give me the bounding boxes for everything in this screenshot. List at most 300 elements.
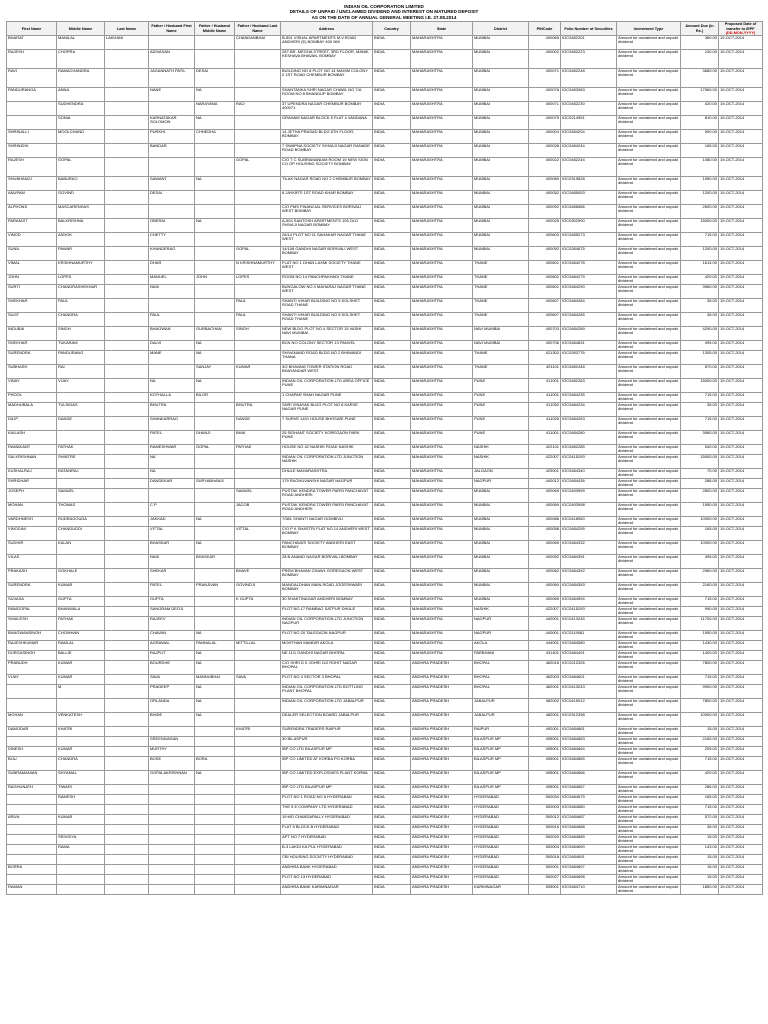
district-cell: MUMBAI — [473, 130, 529, 144]
last-name-cell — [105, 417, 149, 431]
folio-number-cell: IOC0214951 — [561, 116, 617, 130]
district-cell: NAGPUR — [473, 617, 529, 631]
father-first-name-cell — [149, 795, 195, 805]
father-middle-name-cell — [195, 261, 235, 275]
first-name-cell: VIMAL — [7, 261, 57, 275]
district-cell: BILASPUR MP — [473, 757, 529, 771]
table-row — [7, 747, 763, 757]
country-cell: INDIA — [373, 299, 411, 313]
middle-name-cell — [57, 855, 105, 865]
father-middle-name-cell: NA — [195, 771, 235, 785]
amount-due-cell: 2160.00 — [681, 583, 719, 597]
father-last-name-cell: N KRISHNAMURTHY — [235, 261, 281, 275]
father-middle-name-cell: DHANJI — [195, 431, 235, 445]
pincode-cell: 500004 — [529, 845, 561, 855]
folio-number-cell: IOC0482230 — [561, 102, 617, 116]
pincode-cell: 500012 — [529, 815, 561, 825]
father-middle-name-cell — [195, 825, 235, 835]
father-first-name-cell: BOSE — [149, 757, 195, 771]
address-cell: A-504 SANTOSH APARTMENTS 105 OLD SHIVAJI NAGAR BOMBAY — [281, 219, 373, 233]
state-cell: MAHARASHTRA — [411, 341, 473, 351]
district-cell: BILASPUR MP — [473, 737, 529, 747]
country-cell: INDIA — [373, 69, 411, 88]
address-cell: SHANTANKA SHRI NAGAR CHAWL NO 7/A ROOM NO 8 BHANDUP BOMBAY — [281, 88, 373, 102]
father-first-name-cell: AGRAWAL — [149, 641, 195, 651]
folio-number-cell: IOC0482448 — [561, 365, 617, 379]
amount-due-cell: 420.00 — [681, 275, 719, 285]
father-last-name-cell: KHATRI — [235, 727, 281, 737]
middle-name-cell — [57, 555, 105, 569]
last-name-cell — [105, 727, 149, 737]
last-name-cell — [105, 569, 149, 583]
father-last-name-cell — [235, 233, 281, 247]
father-middle-name-cell — [195, 885, 235, 895]
state-cell: ANDHRA PRADESH — [411, 699, 473, 713]
folio-number-cell: IOC0212326 — [561, 661, 617, 675]
district-cell: MUMBAI — [473, 489, 529, 503]
father-middle-name-cell: NA — [195, 631, 235, 641]
father-first-name-cell: DHAR — [149, 261, 195, 275]
investment-type-cell: Amount for unclaimed and unpaid dividend — [617, 69, 681, 88]
folio-number-cell: IOC0484831 — [561, 341, 617, 351]
middle-name-cell: RATANRAJ — [57, 469, 105, 479]
table-row — [7, 130, 763, 144]
transfer-date-cell: 19-OCT-2014 — [719, 341, 763, 351]
table-row — [7, 805, 763, 815]
middle-name-cell — [57, 144, 105, 158]
middle-name-cell: BALKRISHNA — [57, 219, 105, 233]
investment-type-cell: Amount for unclaimed and unpaid dividend — [617, 299, 681, 313]
investment-type-cell: Amount for unclaimed and unpaid dividend — [617, 805, 681, 815]
pincode-cell: 431401 — [529, 651, 561, 661]
father-middle-name-cell — [195, 785, 235, 795]
district-cell: PUNE — [473, 393, 529, 403]
father-last-name-cell — [235, 285, 281, 299]
father-first-name-cell — [149, 205, 195, 219]
district-cell: MUMBAI — [473, 541, 529, 555]
pincode-cell: 500034 — [529, 795, 561, 805]
first-name-cell: RAVI — [7, 69, 57, 88]
district-cell: MUMBAI — [473, 36, 529, 50]
district-cell: MUMBAI — [473, 219, 529, 233]
middle-name-cell: SHYAMAL — [57, 771, 105, 785]
father-middle-name-cell: CHHEDHA — [195, 130, 235, 144]
table-row — [7, 771, 763, 785]
amount-due-cell: 286.00 — [681, 479, 719, 489]
district-cell: HYDERABAD — [473, 845, 529, 855]
investment-type-cell: Amount for unclaimed and unpaid dividend — [617, 699, 681, 713]
address-cell: 30 SHAKTINAGAR ANDHERI BOMBAY — [281, 597, 373, 607]
address-cell: TILAK NAGAR ROAD NO 2 CHEMBUR BOMBAY — [281, 177, 373, 191]
transfer-date-cell: 19-OCT-2014 — [719, 379, 763, 393]
table-row — [7, 393, 763, 403]
first-name-cell: PRAKASH — [7, 569, 57, 583]
father-middle-name-cell — [195, 617, 235, 631]
transfer-date-cell: 19-OCT-2014 — [719, 503, 763, 517]
folio-number-cell: IOC0482285 — [561, 445, 617, 455]
last-name-cell — [105, 379, 149, 393]
last-name-cell — [105, 191, 149, 205]
middle-name-cell: SRIVIDYA — [57, 835, 105, 845]
amount-due-cell: 715.00 — [681, 417, 719, 431]
amount-due-cell: 15.00 — [681, 875, 719, 885]
amount-due-cell: 810.00 — [681, 116, 719, 130]
middle-name-cell: TULSIDAS — [57, 403, 105, 417]
country-cell: INDIA — [373, 597, 411, 607]
father-last-name-cell — [235, 116, 281, 130]
address-cell: INDIAN OIL CORPORATION LTD JUNCTION NASHIK — [281, 455, 373, 469]
address-cell: NEW BLDG PLOT NO 4 SECTOR 15 VASHI NAVI MUMBAI — [281, 327, 373, 341]
father-last-name-cell: GOPAL — [235, 158, 281, 177]
address-cell: BCN NO COLONY SECTOR 13 PANVEL — [281, 341, 373, 351]
father-middle-name-cell — [195, 247, 235, 261]
column-header: State — [411, 22, 473, 36]
table-row — [7, 36, 763, 50]
address-cell: INDIAN OIL CORPORATION LTD JABALPUR — [281, 699, 373, 713]
first-name-cell — [7, 855, 57, 865]
folio-number-cell: IOC0312398 — [561, 713, 617, 727]
transfer-date-cell: 19-OCT-2014 — [719, 233, 763, 247]
middle-name-cell: M — [57, 685, 105, 699]
folio-number-cell: IOC0418960 — [561, 517, 617, 527]
address-cell: NE 11/1 GANDHI NAGAR BHOPAL — [281, 651, 373, 661]
folio-number-cell: IOC0484687 — [561, 815, 617, 825]
father-middle-name-cell — [195, 469, 235, 479]
pincode-cell: 400601 — [529, 285, 561, 299]
amount-due-cell: 4290.00 — [681, 327, 719, 341]
table-row — [7, 341, 763, 351]
transfer-date-cell: 19-OCT-2014 — [719, 641, 763, 651]
father-last-name-cell: BHAI — [235, 431, 281, 445]
middle-name-cell: RAMLAL — [57, 641, 105, 651]
father-middle-name-cell — [195, 50, 235, 69]
table-row — [7, 641, 763, 651]
last-name-cell — [105, 177, 149, 191]
first-name-cell: DILIP — [7, 417, 57, 431]
investment-type-cell: Amount for unclaimed and unpaid dividend — [617, 569, 681, 583]
first-name-cell: ANUPAM — [7, 191, 57, 205]
first-name-cell: SHRINIDHI — [7, 144, 57, 158]
last-name-cell — [105, 233, 149, 247]
father-middle-name-cell — [195, 503, 235, 517]
folio-number-cell: IOC0415012 — [561, 699, 617, 713]
address-cell: 28 B ANAND NAGAR BORIVALI BOMBAY — [281, 555, 373, 569]
address-cell: DEALER SELECTION BOARD JABALPUR — [281, 713, 373, 727]
folio-number-cell: IOC0484665 — [561, 757, 617, 771]
last-name-cell — [105, 50, 149, 69]
folio-number-cell: IOC0415293 — [561, 607, 617, 617]
last-name-cell — [105, 607, 149, 617]
transfer-date-cell: 19-OCT-2014 — [719, 417, 763, 431]
pincode-cell: 411026 — [529, 417, 561, 431]
investment-type-cell: Amount for unclaimed and unpaid dividend — [617, 393, 681, 403]
father-middle-name-cell: NA — [195, 699, 235, 713]
pincode-cell: 411001 — [529, 393, 561, 403]
transfer-date-cell: 19-OCT-2014 — [719, 88, 763, 102]
last-name-cell — [105, 885, 149, 895]
address-cell: HOUSE NO 42 NASHIK ROAD NASHIK — [281, 445, 373, 455]
last-name-cell — [105, 445, 149, 455]
last-name-cell — [105, 489, 149, 503]
folio-number-cell: IOC0484710 — [561, 885, 617, 895]
folio-number-cell: IOC0493999 — [561, 489, 617, 503]
middle-name-cell: CHANDRA — [57, 313, 105, 327]
country-cell: INDIA — [373, 675, 411, 685]
address-cell: ROOM NO 14 PANCHPAKHADI THANE — [281, 275, 373, 285]
district-cell: HYDERABAD — [473, 815, 529, 825]
transfer-date-cell: 19-OCT-2014 — [719, 805, 763, 815]
father-first-name-cell: KARNATAKAR SOLOMON — [149, 116, 195, 130]
father-last-name-cell — [235, 69, 281, 88]
first-name-cell: RAGHUNATH — [7, 785, 57, 795]
table-row — [7, 757, 763, 771]
pincode-cell: 495001 — [529, 737, 561, 747]
amount-due-cell: 7800.00 — [681, 699, 719, 713]
district-cell: MUMBAI — [473, 527, 529, 541]
last-name-cell — [105, 219, 149, 233]
father-last-name-cell — [235, 865, 281, 875]
father-first-name-cell: ADIVASAN — [149, 50, 195, 69]
folio-number-cell: IOC0485053 — [561, 191, 617, 205]
table-row — [7, 583, 763, 597]
last-name-cell — [105, 651, 149, 661]
transfer-date-cell: 19-OCT-2014 — [719, 527, 763, 541]
transfer-date-cell: 19-OCT-2014 — [719, 855, 763, 865]
folio-number-cell: IOC0484697 — [561, 865, 617, 875]
middle-name-cell: ANNA — [57, 88, 105, 102]
pincode-cell: 440012 — [529, 479, 561, 489]
country-cell: INDIA — [373, 144, 411, 158]
country-cell: INDIA — [373, 607, 411, 617]
transfer-date-cell: 19-OCT-2014 — [719, 365, 763, 379]
table-row — [7, 699, 763, 713]
country-cell: INDIA — [373, 50, 411, 69]
state-cell: ANDHRA PRADESH — [411, 747, 473, 757]
father-first-name-cell: VITTAL — [149, 527, 195, 541]
father-first-name-cell: KHANDERAO — [149, 247, 195, 261]
country-cell: INDIA — [373, 275, 411, 285]
transfer-date-cell: 19-OCT-2014 — [719, 815, 763, 825]
column-header: Country — [373, 22, 411, 36]
district-cell: MUMBAI — [473, 116, 529, 130]
father-last-name-cell — [235, 379, 281, 393]
address-cell: C/O PMS FINANCIAL SERVICES BORIVALI WEST BOMBAY — [281, 205, 373, 219]
state-cell: MAHARASHTRA — [411, 69, 473, 88]
first-name-cell: VINODINI — [7, 527, 57, 541]
column-header: District — [473, 22, 529, 36]
father-middle-name-cell: NA — [195, 341, 235, 351]
investment-type-cell: Amount for unclaimed and unpaid dividend — [617, 445, 681, 455]
father-middle-name-cell — [195, 313, 235, 327]
country-cell: INDIA — [373, 261, 411, 275]
transfer-date-cell: 19-OCT-2014 — [719, 771, 763, 785]
middle-name-cell — [57, 875, 105, 885]
pincode-cell: 462016 — [529, 661, 561, 675]
father-first-name-cell: PRADEEP — [149, 685, 195, 699]
state-cell: ANDHRA PRADESH — [411, 885, 473, 895]
transfer-date-cell: 19-OCT-2014 — [719, 351, 763, 365]
folio-number-cell: IOC0482223 — [561, 50, 617, 69]
last-name-cell — [105, 865, 149, 875]
investment-type-cell: Amount for unclaimed and unpaid dividend — [617, 785, 681, 795]
first-name-cell: MOHAN — [7, 713, 57, 727]
father-first-name-cell: RAJEEV — [149, 617, 195, 631]
district-cell: MUMBAI — [473, 597, 529, 607]
father-last-name-cell: PAUL — [235, 313, 281, 327]
district-cell: BILASPUR MP — [473, 785, 529, 795]
state-cell: MAHARASHTRA — [411, 130, 473, 144]
first-name-cell: RAMAKANT — [7, 445, 57, 455]
last-name-cell — [105, 517, 149, 527]
state-cell: MAHARASHTRA — [411, 607, 473, 617]
father-middle-name-cell — [195, 205, 235, 219]
middle-name-cell: KUMAR — [57, 661, 105, 675]
country-cell: INDIA — [373, 771, 411, 785]
table-row — [7, 379, 763, 393]
state-cell: MAHARASHTRA — [411, 479, 473, 489]
father-last-name-cell — [235, 177, 281, 191]
father-last-name-cell: RAO — [235, 102, 281, 116]
pincode-cell: 500020 — [529, 835, 561, 845]
last-name-cell — [105, 661, 149, 675]
district-cell: HYDERABAD — [473, 875, 529, 885]
first-name-cell: KUSHALRAJ — [7, 469, 57, 479]
district-cell: BHOPAL — [473, 675, 529, 685]
address-cell: PLOT NO 4 SECTOR 3 BHOPAL — [281, 675, 373, 685]
district-cell: MUMBAI — [473, 144, 529, 158]
father-last-name-cell — [235, 685, 281, 699]
investment-type-cell: Amount for unclaimed and unpaid dividend — [617, 144, 681, 158]
last-name-cell — [105, 341, 149, 351]
father-last-name-cell — [235, 469, 281, 479]
district-cell: MUMBAI — [473, 517, 529, 527]
table-row — [7, 313, 763, 327]
state-cell: MAHARASHTRA — [411, 285, 473, 299]
middle-name-cell: KUMAR — [57, 815, 105, 825]
folio-number-cell: IOC0415293 — [561, 455, 617, 469]
father-middle-name-cell: BILOR — [195, 393, 235, 403]
state-cell: MAHARASHTRA — [411, 261, 473, 275]
column-header: PINCode — [529, 22, 561, 36]
address-cell: 26/14 PLOT NO 11 SAHAKAR NAGAR THANE WEST — [281, 233, 373, 247]
father-last-name-cell — [235, 607, 281, 617]
investment-type-cell: Amount for unclaimed and unpaid dividend — [617, 757, 681, 771]
middle-name-cell: BHANWALA — [57, 607, 105, 617]
pincode-cell: 462003 — [529, 675, 561, 685]
father-last-name-cell: SAMUEL — [235, 489, 281, 503]
state-cell: MAHARASHTRA — [411, 417, 473, 431]
father-middle-name-cell — [195, 855, 235, 865]
address-cell: BUILDING NO 8 PLOT NO 14 MAHIM COLONY 2 1ST ROAD CHEMBUR BOMBAY — [281, 69, 373, 88]
folio-number-cell: IOC0484580 — [561, 641, 617, 651]
state-cell: MAHARASHTRA — [411, 489, 473, 503]
folio-number-cell: IOC0482244 — [561, 158, 617, 177]
father-last-name-cell — [235, 737, 281, 747]
transfer-date-cell: 19-OCT-2014 — [719, 393, 763, 403]
district-cell: NASHIK — [473, 607, 529, 617]
amount-due-cell: 15.00 — [681, 835, 719, 845]
transfer-date-cell: 19-OCT-2014 — [719, 158, 763, 177]
father-last-name-cell: DANDE — [235, 417, 281, 431]
pincode-cell: 400069 — [529, 489, 561, 503]
middle-name-cell: PAWAR — [57, 247, 105, 261]
address-cell: IBP CO LTD BILASPUR MP — [281, 747, 373, 757]
country-cell: INDIA — [373, 845, 411, 855]
middle-name-cell: MOOLCHAND — [57, 130, 105, 144]
folio-number-cell: IOC0484436 — [561, 479, 617, 489]
state-cell: ANDHRA PRADESH — [411, 875, 473, 885]
father-last-name-cell: PATHAK — [235, 445, 281, 455]
district-cell: PUNE — [473, 431, 529, 445]
father-first-name-cell: PATEL — [149, 583, 195, 597]
last-name-cell — [105, 737, 149, 747]
table-row — [7, 503, 763, 517]
father-middle-name-cell: NA — [195, 651, 235, 661]
transfer-date-cell: 19-OCT-2014 — [719, 327, 763, 341]
middle-name-cell: MANILAL — [57, 36, 105, 50]
folio-number-cell: IOC0482201 — [561, 36, 617, 50]
table-row — [7, 144, 763, 158]
investment-type-cell: Amount for unclaimed and unpaid dividend — [617, 855, 681, 865]
address-cell: SHANTI VIHAR BUILDING NO 5 KOLSHET ROAD THANE — [281, 313, 373, 327]
table-row — [7, 631, 763, 641]
first-name-cell — [7, 845, 57, 855]
father-last-name-cell — [235, 130, 281, 144]
father-first-name-cell — [149, 102, 195, 116]
father-last-name-cell — [235, 205, 281, 219]
transfer-date-cell: 19-OCT-2014 — [719, 205, 763, 219]
father-last-name-cell: SINGH — [235, 327, 281, 341]
country-cell: INDIA — [373, 527, 411, 541]
folio-number-cell: IOC0482248 — [561, 69, 617, 88]
folio-number-cell: IOC0483083 — [561, 88, 617, 102]
country-cell: INDIA — [373, 365, 411, 379]
father-last-name-cell — [235, 617, 281, 631]
district-cell: JALGAON — [473, 469, 529, 479]
pincode-cell: 411052 — [529, 403, 561, 417]
district-cell: RAIPUR — [473, 727, 529, 737]
first-name-cell: JOSEPH — [7, 489, 57, 503]
first-name-cell: SAI KRISHNAN — [7, 455, 57, 469]
company-name: INDIAN OIL CORPORATION LIMITED — [344, 4, 424, 9]
father-middle-name-cell: SANJAY — [195, 365, 235, 379]
district-cell: HYDERABAD — [473, 795, 529, 805]
pincode-cell: 400075 — [529, 116, 561, 130]
last-name-cell — [105, 785, 149, 795]
pincode-cell: 495001 — [529, 747, 561, 757]
father-last-name-cell — [235, 555, 281, 569]
country-cell: INDIA — [373, 233, 411, 247]
district-cell: THANE — [473, 351, 529, 365]
transfer-date-cell: 19-OCT-2014 — [719, 785, 763, 795]
district-cell: PUNE — [473, 417, 529, 431]
table-row — [7, 285, 763, 299]
district-cell: MUMBAI — [473, 503, 529, 517]
middle-name-cell: KHATRI — [57, 727, 105, 737]
investment-type-cell: Amount for unclaimed and unpaid dividend — [617, 651, 681, 661]
table-row — [7, 158, 763, 177]
last-name-cell — [105, 327, 149, 341]
father-middle-name-cell — [195, 403, 235, 417]
middle-name-cell — [57, 699, 105, 713]
first-name-cell: SHRIDHAR — [7, 479, 57, 489]
father-first-name-cell: SREENIVASAN — [149, 737, 195, 747]
investment-type-cell: Amount for unclaimed and unpaid dividend — [617, 285, 681, 299]
country-cell: INDIA — [373, 102, 411, 116]
state-cell: MAHARASHTRA — [411, 247, 473, 261]
address-cell: PUSTAK KENDRA TOWER PARSI PANCHAYAT ROAD ANDHERI — [281, 489, 373, 503]
father-middle-name-cell: NA — [195, 517, 235, 527]
